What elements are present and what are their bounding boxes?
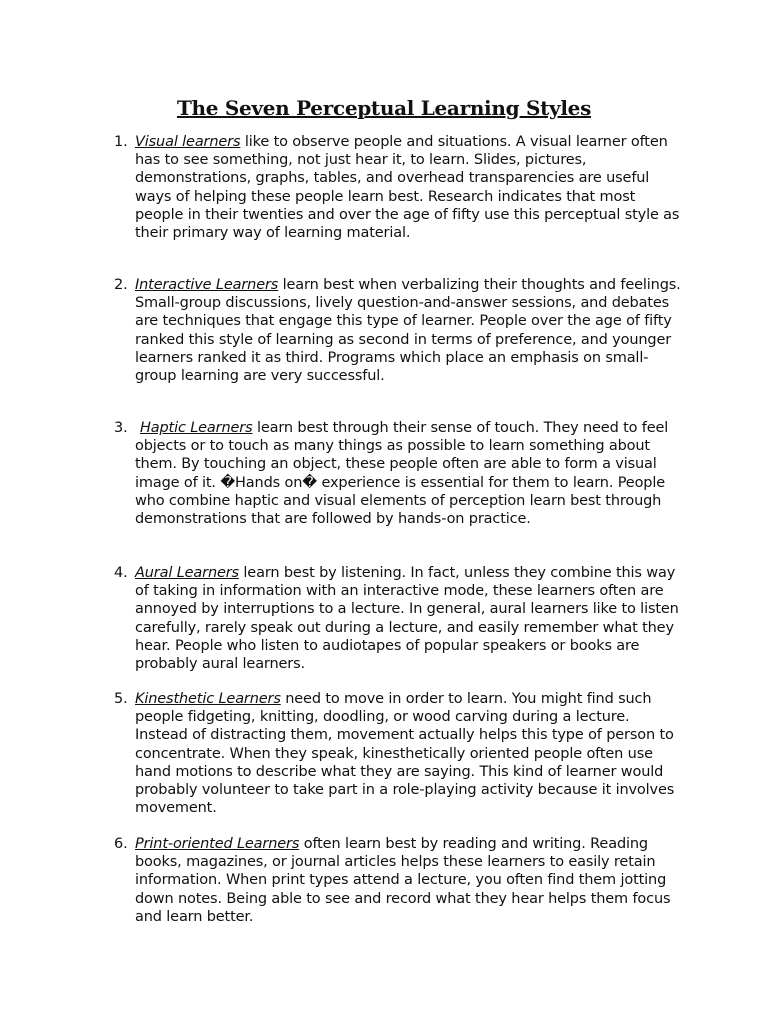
list-item-body bbox=[135, 564, 684, 673]
list-item-body bbox=[135, 419, 684, 528]
learning-style-description: like to observe people and situations. A visual learner often has to see something, not just hear it, to learn. Slides, pictures, demonstrations, graphs, tables, and overhead transparencies are useful ways of helping these people learn best. Research indicates that most people in their twenties and over the age of fifty use this perceptual style as their primary way of learning material. bbox=[135, 134, 680, 242]
learning-style-description: learn best when verbalizing their thoughts and feelings. Small-group discussions, lively question-and-answer sessions, and debates are techniques that engage this type of learner. People over the age of fifty ranked this style of learning as second in terms of preference, and younger learners ranked it as third. Programs which place an emphasis on small-group learning are very successful. bbox=[135, 277, 681, 385]
list-item-number: 1. bbox=[114, 134, 128, 150]
list-item-number: 4. bbox=[114, 565, 128, 581]
list-item-visual-learners bbox=[114, 133, 684, 242]
list-item-number: 5. bbox=[114, 691, 128, 707]
learning-style-description: learn best by listening. In fact, unless they combine this way of taking in information with an interactive mode, these learners often are annoyed by interruptions to a lecture. In general, aural learners like to listen carefully, rarely speak out during a lecture, and easily remember what they hear. People who listen to audiotapes of popular speakers or books are probably aural learners. bbox=[135, 565, 679, 673]
learning-style-term: Visual learners bbox=[135, 134, 241, 150]
learning-style-term: Aural Learners bbox=[135, 565, 239, 581]
document-title: The Seven Perceptual Learning Styles bbox=[176, 96, 592, 120]
learning-style-term: Kinesthetic Learners bbox=[135, 691, 281, 707]
list-item-haptic-learners bbox=[114, 419, 684, 528]
list-item-body bbox=[135, 133, 684, 242]
list-item-body bbox=[135, 690, 684, 817]
list-item-interactive-learners bbox=[114, 276, 684, 385]
list-item-number: 3. bbox=[114, 420, 128, 436]
list-item-body bbox=[135, 276, 684, 385]
learning-style-description: often learn best by reading and writing. Reading books, magazines, or journal articles helps these learners to easily retain information. When print types attend a lecture, you often find them jotting down notes. Being able to see and record what they hear helps them focus and learn better. bbox=[135, 836, 671, 925]
learning-style-description: need to move in order to learn. You might find such people fidgeting, knitting, doodling, or wood carving during a lecture. Instead of distracting them, movement actually helps this type of person to concentrate. When they speak, kinesthetically oriented people often use hand motions to describe what they are saying. This kind of learner would probably volunteer to take part in a role-playing activity because it involves movement. bbox=[135, 691, 675, 817]
list-item-number: 6. bbox=[114, 836, 128, 852]
learning-style-term: Interactive Learners bbox=[135, 277, 279, 293]
list-item-kinesthetic-learners bbox=[114, 690, 684, 817]
learning-style-term: Print-oriented Learners bbox=[135, 836, 300, 852]
list-item-number: 2. bbox=[114, 277, 128, 293]
learning-style-term: Haptic Learners bbox=[140, 420, 253, 436]
learning-style-description: learn best through their sense of touch. They need to feel objects or to touch as many things as possible to learn something about them. By touching an object, these people often are able to form a visual image of it. �Hands on� experience is essential for them to learn. People who combine haptic and visual elements of perception learn best through demonstrations that are followed by hands-on practice. bbox=[135, 420, 669, 528]
list-item-print-oriented-learners bbox=[114, 835, 684, 926]
list-item-body bbox=[135, 835, 684, 926]
list-item-aural-learners bbox=[114, 564, 684, 673]
